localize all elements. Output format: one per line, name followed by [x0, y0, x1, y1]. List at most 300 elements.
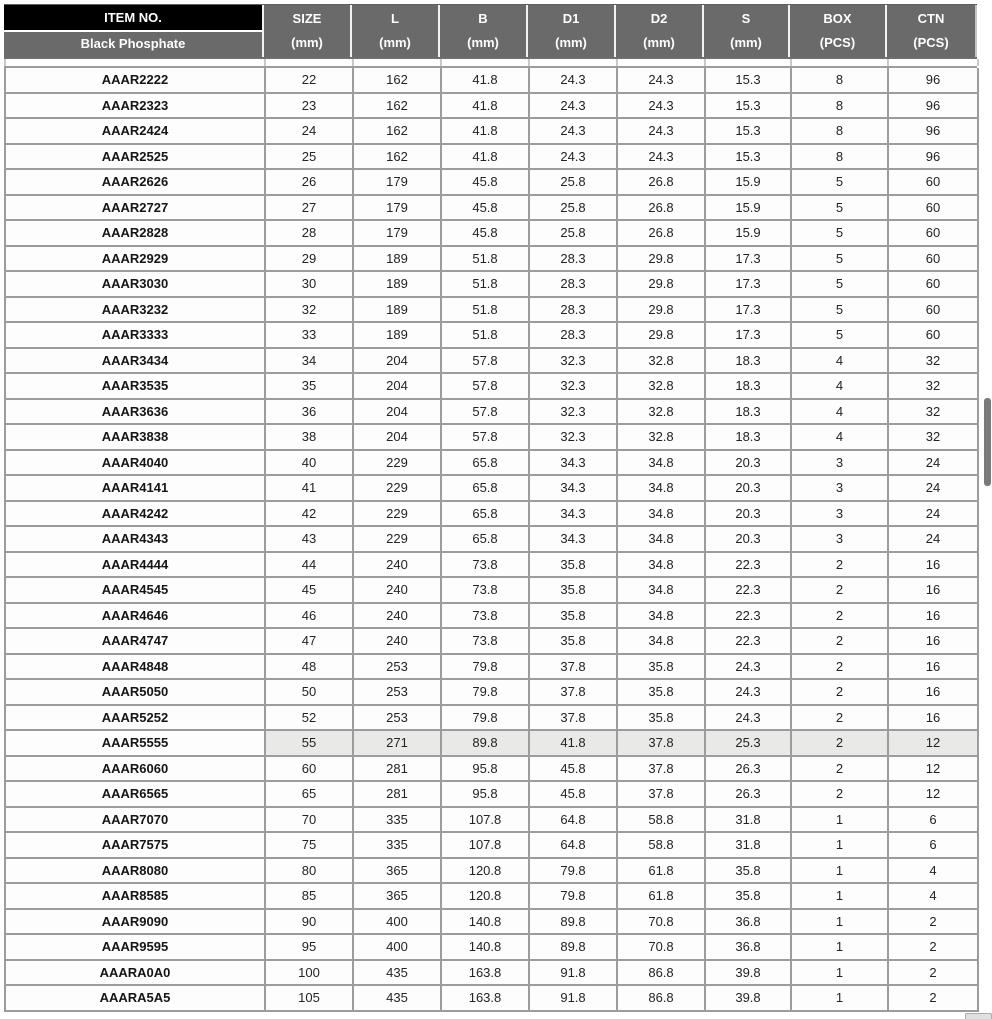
value-cell: 31.8	[706, 833, 792, 859]
value-cell: 281	[354, 782, 442, 808]
item-cell: AAARA0A0	[6, 961, 266, 987]
header-label: S	[741, 11, 751, 26]
value-cell: 120.8	[442, 859, 530, 885]
value-cell: 65.8	[442, 527, 530, 553]
value-cell: 16	[889, 655, 979, 681]
value-cell: 51.8	[442, 323, 530, 349]
item-cell: AAAR2323	[6, 94, 266, 120]
value-cell: 24	[889, 502, 979, 528]
value-cell: 35	[266, 374, 354, 400]
value-cell: 3	[792, 502, 889, 528]
value-cell: 2	[792, 706, 889, 732]
value-cell: 2	[792, 655, 889, 681]
item-cell: AAAR5555	[6, 731, 266, 757]
value-cell: 2	[792, 604, 889, 630]
value-cell: 229	[354, 476, 442, 502]
value-cell: 35.8	[618, 680, 706, 706]
value-cell: 24.3	[530, 68, 618, 94]
value-cell: 33	[266, 323, 354, 349]
value-cell: 4	[889, 884, 979, 910]
item-cell: AAAR6565	[6, 782, 266, 808]
value-cell: 204	[354, 349, 442, 375]
value-cell: 70.8	[618, 910, 706, 936]
value-cell: 32.8	[618, 400, 706, 426]
value-cell: 44	[266, 553, 354, 579]
value-cell: 34	[266, 349, 354, 375]
header-cell-d2	[616, 5, 704, 57]
header-label: SIZE	[292, 11, 322, 26]
value-cell: 22	[266, 68, 354, 94]
scroll-clip-strip	[4, 59, 977, 66]
value-cell: 73.8	[442, 604, 530, 630]
value-cell: 37.8	[530, 680, 618, 706]
value-cell: 107.8	[442, 833, 530, 859]
value-cell: 140.8	[442, 910, 530, 936]
value-cell: 22.3	[706, 604, 792, 630]
value-cell: 61.8	[618, 884, 706, 910]
value-cell: 38	[266, 425, 354, 451]
item-cell: AAAR9090	[6, 910, 266, 936]
value-cell: 12	[889, 782, 979, 808]
item-cell: AAAR4747	[6, 629, 266, 655]
value-cell: 4	[792, 349, 889, 375]
column-border-stub	[266, 59, 354, 66]
value-cell: 1	[792, 833, 889, 859]
item-cell: AAAR3535	[6, 374, 266, 400]
value-cell: 65.8	[442, 451, 530, 477]
value-cell: 45.8	[442, 221, 530, 247]
header-cell-item-no	[4, 5, 264, 57]
value-cell: 189	[354, 323, 442, 349]
value-cell: 2	[792, 578, 889, 604]
value-cell: 58.8	[618, 833, 706, 859]
value-cell: 1	[792, 859, 889, 885]
value-cell: 34.8	[618, 604, 706, 630]
value-cell: 73.8	[442, 553, 530, 579]
item-cell: AAAR3030	[6, 272, 266, 298]
value-cell: 32	[889, 374, 979, 400]
value-cell: 28.3	[530, 272, 618, 298]
value-cell: 229	[354, 451, 442, 477]
value-cell: 5	[792, 247, 889, 273]
value-cell: 3	[792, 527, 889, 553]
value-cell: 16	[889, 706, 979, 732]
value-cell: 8	[792, 119, 889, 145]
header-label: D2	[650, 11, 668, 26]
item-cell: AAAR4848	[6, 655, 266, 681]
value-cell: 47	[266, 629, 354, 655]
value-cell: 5	[792, 323, 889, 349]
value-cell: 41.8	[442, 145, 530, 171]
value-cell: 41.8	[530, 731, 618, 757]
value-cell: 28.3	[530, 323, 618, 349]
value-cell: 20.3	[706, 451, 792, 477]
value-cell: 1	[792, 808, 889, 834]
value-cell: 25	[266, 145, 354, 171]
value-cell: 20.3	[706, 527, 792, 553]
value-cell: 34.8	[618, 502, 706, 528]
value-cell: 240	[354, 553, 442, 579]
value-cell: 12	[889, 757, 979, 783]
value-cell: 31.8	[706, 808, 792, 834]
value-cell: 240	[354, 578, 442, 604]
value-cell: 57.8	[442, 425, 530, 451]
value-cell: 189	[354, 247, 442, 273]
value-cell: 45.8	[530, 757, 618, 783]
value-cell: 24.3	[706, 706, 792, 732]
value-cell: 229	[354, 527, 442, 553]
value-cell: 23	[266, 94, 354, 120]
value-cell: 162	[354, 145, 442, 171]
item-cell: AAAR9595	[6, 935, 266, 961]
value-cell: 15.9	[706, 196, 792, 222]
value-cell: 18.3	[706, 374, 792, 400]
value-cell: 281	[354, 757, 442, 783]
value-cell: 26.8	[618, 196, 706, 222]
value-cell: 96	[889, 68, 979, 94]
value-cell: 35.8	[618, 706, 706, 732]
value-cell: 335	[354, 808, 442, 834]
value-cell: 35.8	[530, 578, 618, 604]
scrollbar-corner	[965, 1013, 992, 1019]
value-cell: 2	[889, 986, 979, 1012]
value-cell: 34.3	[530, 451, 618, 477]
value-cell: 50	[266, 680, 354, 706]
value-cell: 75	[266, 833, 354, 859]
value-cell: 5	[792, 298, 889, 324]
item-cell: AAAR3333	[6, 323, 266, 349]
value-cell: 26.8	[618, 221, 706, 247]
value-cell: 24.3	[618, 94, 706, 120]
value-cell: 28.3	[530, 298, 618, 324]
value-cell: 36	[266, 400, 354, 426]
value-cell: 6	[889, 833, 979, 859]
value-cell: 28	[266, 221, 354, 247]
value-cell: 34.8	[618, 476, 706, 502]
value-cell: 24.3	[530, 145, 618, 171]
item-cell: AAAR2727	[6, 196, 266, 222]
item-cell: AAAR2222	[6, 68, 266, 94]
value-cell: 4	[792, 425, 889, 451]
value-cell: 17.3	[706, 247, 792, 273]
column-border-stub	[442, 59, 530, 66]
value-cell: 32.3	[530, 400, 618, 426]
header-item-no-label: ITEM NO.	[4, 5, 262, 30]
value-cell: 25.8	[530, 196, 618, 222]
value-cell: 32.3	[530, 425, 618, 451]
value-cell: 5	[792, 170, 889, 196]
value-cell: 34.8	[618, 451, 706, 477]
value-cell: 95	[266, 935, 354, 961]
value-cell: 85	[266, 884, 354, 910]
value-cell: 20.3	[706, 476, 792, 502]
value-cell: 89.8	[530, 935, 618, 961]
value-cell: 96	[889, 94, 979, 120]
value-cell: 45.8	[442, 196, 530, 222]
item-cell: AAAR3838	[6, 425, 266, 451]
column-border-stub	[706, 59, 792, 66]
value-cell: 45	[266, 578, 354, 604]
value-cell: 51.8	[442, 272, 530, 298]
value-cell: 79.8	[530, 859, 618, 885]
value-cell: 22.3	[706, 629, 792, 655]
header-unit: (mm)	[291, 35, 323, 50]
value-cell: 64.8	[530, 833, 618, 859]
value-cell: 58.8	[618, 808, 706, 834]
value-cell: 26.8	[618, 170, 706, 196]
value-cell: 2	[792, 731, 889, 757]
value-cell: 96	[889, 145, 979, 171]
value-cell: 35.8	[530, 553, 618, 579]
value-cell: 86.8	[618, 986, 706, 1012]
column-border-stub	[354, 59, 442, 66]
item-cell: AAAR4141	[6, 476, 266, 502]
value-cell: 27	[266, 196, 354, 222]
value-cell: 12	[889, 731, 979, 757]
item-cell: AAAR8585	[6, 884, 266, 910]
value-cell: 240	[354, 604, 442, 630]
value-cell: 60	[889, 196, 979, 222]
item-cell: AAAR7070	[6, 808, 266, 834]
value-cell: 41.8	[442, 119, 530, 145]
value-cell: 95.8	[442, 757, 530, 783]
value-cell: 90	[266, 910, 354, 936]
header-unit: (mm)	[555, 35, 587, 50]
item-cell: AAAR6060	[6, 757, 266, 783]
header-unit: (PCS)	[913, 35, 949, 50]
value-cell: 73.8	[442, 629, 530, 655]
value-cell: 15.9	[706, 170, 792, 196]
value-cell: 89.8	[442, 731, 530, 757]
value-cell: 40	[266, 451, 354, 477]
item-cell: AAAR4040	[6, 451, 266, 477]
value-cell: 26.3	[706, 782, 792, 808]
value-cell: 51.8	[442, 298, 530, 324]
item-cell: AAAR3232	[6, 298, 266, 324]
item-cell: AAAR4545	[6, 578, 266, 604]
header-label: D1	[562, 11, 580, 26]
value-cell: 24.3	[530, 119, 618, 145]
value-cell: 1	[792, 910, 889, 936]
value-cell: 37.8	[530, 706, 618, 732]
value-cell: 29.8	[618, 272, 706, 298]
spec-table	[4, 4, 977, 1012]
item-cell: AAAR4343	[6, 527, 266, 553]
value-cell: 79.8	[442, 706, 530, 732]
table-body[interactable]	[4, 66, 977, 1012]
header-label: B	[478, 11, 488, 26]
value-cell: 107.8	[442, 808, 530, 834]
value-cell: 25.3	[706, 731, 792, 757]
value-cell: 189	[354, 298, 442, 324]
value-cell: 2	[889, 910, 979, 936]
value-cell: 45.8	[530, 782, 618, 808]
value-cell: 35.8	[530, 629, 618, 655]
value-cell: 16	[889, 553, 979, 579]
value-cell: 41.8	[442, 94, 530, 120]
value-cell: 24.3	[618, 145, 706, 171]
value-cell: 22.3	[706, 553, 792, 579]
value-cell: 16	[889, 629, 979, 655]
item-cell: AAAR4646	[6, 604, 266, 630]
value-cell: 24.3	[530, 94, 618, 120]
header-unit: (mm)	[643, 35, 675, 50]
value-cell: 60	[889, 221, 979, 247]
item-cell: AAAR2525	[6, 145, 266, 171]
value-cell: 73.8	[442, 578, 530, 604]
value-cell: 57.8	[442, 349, 530, 375]
value-cell: 24	[889, 476, 979, 502]
value-cell: 89.8	[530, 910, 618, 936]
value-cell: 35.8	[706, 859, 792, 885]
value-cell: 163.8	[442, 986, 530, 1012]
value-cell: 2	[792, 553, 889, 579]
value-cell: 37.8	[618, 782, 706, 808]
value-cell: 24.3	[706, 680, 792, 706]
header-label: BOX	[823, 11, 852, 26]
value-cell: 32	[889, 400, 979, 426]
value-cell: 335	[354, 833, 442, 859]
value-cell: 105	[266, 986, 354, 1012]
header-item-no-finish: Black Phosphate	[4, 32, 262, 57]
value-cell: 1	[792, 935, 889, 961]
value-cell: 365	[354, 859, 442, 885]
value-cell: 70.8	[618, 935, 706, 961]
item-cell: AAAR2828	[6, 221, 266, 247]
value-cell: 400	[354, 910, 442, 936]
value-cell: 162	[354, 94, 442, 120]
value-cell: 2	[792, 757, 889, 783]
value-cell: 2	[792, 680, 889, 706]
value-cell: 18.3	[706, 425, 792, 451]
item-cell: AAAR8080	[6, 859, 266, 885]
value-cell: 435	[354, 961, 442, 987]
value-cell: 29.8	[618, 247, 706, 273]
header-unit: (PCS)	[819, 35, 856, 50]
value-cell: 435	[354, 986, 442, 1012]
value-cell: 41.8	[442, 68, 530, 94]
value-cell: 17.3	[706, 323, 792, 349]
value-cell: 29.8	[618, 298, 706, 324]
value-cell: 229	[354, 502, 442, 528]
value-cell: 2	[889, 935, 979, 961]
item-cell: AAAR2424	[6, 119, 266, 145]
value-cell: 86.8	[618, 961, 706, 987]
value-cell: 34.3	[530, 476, 618, 502]
value-cell: 2	[792, 629, 889, 655]
value-cell: 15.3	[706, 119, 792, 145]
value-cell: 4	[792, 374, 889, 400]
value-cell: 163.8	[442, 961, 530, 987]
value-cell: 2	[792, 782, 889, 808]
value-cell: 271	[354, 731, 442, 757]
value-cell: 179	[354, 221, 442, 247]
value-cell: 48	[266, 655, 354, 681]
value-cell: 51.8	[442, 247, 530, 273]
value-cell: 32.8	[618, 374, 706, 400]
value-cell: 32.3	[530, 374, 618, 400]
value-cell: 60	[889, 247, 979, 273]
value-cell: 24.3	[706, 655, 792, 681]
value-cell: 253	[354, 680, 442, 706]
header-cell-l	[352, 5, 440, 57]
value-cell: 17.3	[706, 298, 792, 324]
value-cell: 96	[889, 119, 979, 145]
value-cell: 41	[266, 476, 354, 502]
value-cell: 24	[889, 527, 979, 553]
value-cell: 70	[266, 808, 354, 834]
item-cell: AAAR3636	[6, 400, 266, 426]
value-cell: 32.8	[618, 425, 706, 451]
value-cell: 24	[889, 451, 979, 477]
value-cell: 25.8	[530, 170, 618, 196]
value-cell: 5	[792, 221, 889, 247]
value-cell: 2	[889, 961, 979, 987]
value-cell: 240	[354, 629, 442, 655]
header-unit: (mm)	[730, 35, 762, 50]
value-cell: 120.8	[442, 884, 530, 910]
value-cell: 5	[792, 272, 889, 298]
value-cell: 95.8	[442, 782, 530, 808]
value-cell: 365	[354, 884, 442, 910]
table-header	[4, 4, 977, 59]
header-cell-d1	[528, 5, 616, 57]
value-cell: 34.8	[618, 553, 706, 579]
value-cell: 34.3	[530, 502, 618, 528]
value-cell: 42	[266, 502, 354, 528]
value-cell: 28.3	[530, 247, 618, 273]
value-cell: 32.8	[618, 349, 706, 375]
value-cell: 34.8	[618, 629, 706, 655]
value-cell: 60	[889, 298, 979, 324]
item-cell: AAAR5252	[6, 706, 266, 732]
value-cell: 36.8	[706, 910, 792, 936]
value-cell: 15.3	[706, 94, 792, 120]
value-cell: 34.8	[618, 578, 706, 604]
value-cell: 253	[354, 706, 442, 732]
value-cell: 24.3	[618, 68, 706, 94]
value-cell: 4	[889, 859, 979, 885]
vertical-scrollbar-thumb[interactable]	[984, 398, 991, 486]
value-cell: 35.8	[618, 655, 706, 681]
value-cell: 15.3	[706, 68, 792, 94]
item-cell: AAAR7575	[6, 833, 266, 859]
header-cell-size	[264, 5, 352, 57]
value-cell: 15.9	[706, 221, 792, 247]
value-cell: 204	[354, 400, 442, 426]
value-cell: 18.3	[706, 349, 792, 375]
column-border-stub	[889, 59, 979, 66]
value-cell: 3	[792, 476, 889, 502]
value-cell: 162	[354, 68, 442, 94]
value-cell: 45.8	[442, 170, 530, 196]
column-border-stub	[792, 59, 889, 66]
value-cell: 30	[266, 272, 354, 298]
value-cell: 100	[266, 961, 354, 987]
header-unit: (mm)	[467, 35, 499, 50]
value-cell: 57.8	[442, 400, 530, 426]
value-cell: 3	[792, 451, 889, 477]
value-cell: 8	[792, 68, 889, 94]
value-cell: 39.8	[706, 986, 792, 1012]
value-cell: 162	[354, 119, 442, 145]
value-cell: 24	[266, 119, 354, 145]
item-cell: AAAR4444	[6, 553, 266, 579]
value-cell: 32	[889, 349, 979, 375]
value-cell: 4	[792, 400, 889, 426]
value-cell: 26.3	[706, 757, 792, 783]
header-unit: (mm)	[379, 35, 411, 50]
